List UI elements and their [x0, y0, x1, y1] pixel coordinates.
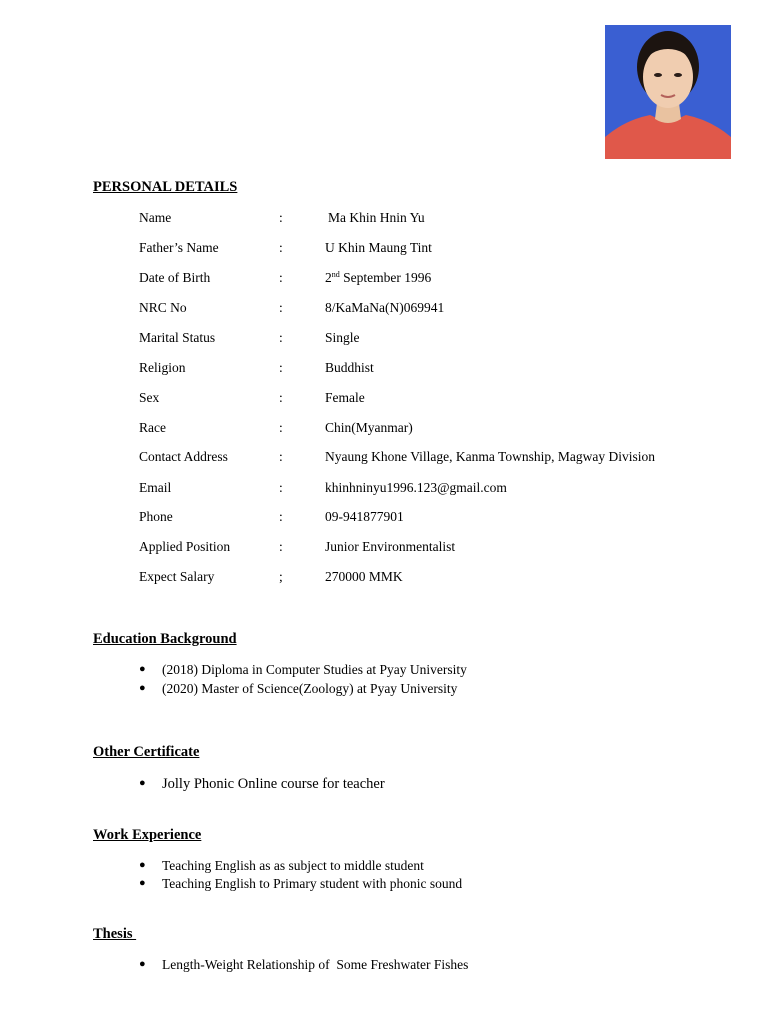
- detail-value: 270000 MMK: [325, 569, 403, 584]
- detail-separator: :: [279, 420, 283, 435]
- detail-row-fathers-name: [0, 240, 768, 260]
- detail-separator: :: [279, 240, 283, 255]
- detail-label: Email: [139, 480, 172, 495]
- detail-row-applied-position: [0, 539, 768, 559]
- detail-separator: :: [279, 390, 283, 405]
- detail-label: Marital Status: [139, 330, 216, 345]
- detail-value: Single: [325, 330, 360, 345]
- detail-label: Applied Position: [139, 539, 231, 554]
- detail-row-nrc-no: [0, 300, 768, 320]
- detail-separator: :: [279, 539, 283, 554]
- detail-separator: :: [279, 300, 283, 315]
- other-certificate-heading: Other Certificate: [93, 744, 200, 760]
- detail-value: Female: [325, 390, 365, 405]
- detail-row-date-of-birth: [0, 270, 768, 290]
- detail-value: [325, 270, 431, 286]
- detail-row-race: [0, 420, 768, 440]
- portrait-image: [605, 25, 731, 159]
- list-item-text: Teaching English as as subject to middle student: [162, 858, 424, 873]
- bullet-icon: ●: [139, 663, 146, 675]
- detail-value: U Khin Maung Tint: [325, 240, 432, 255]
- dob-day: 2: [325, 270, 332, 285]
- thesis-heading: Thesis: [93, 926, 137, 942]
- detail-label: Date of Birth: [139, 270, 211, 285]
- detail-value: Ma Khin Hnin Yu: [328, 210, 425, 225]
- work-experience-heading: Work Experience: [93, 827, 202, 843]
- profile-photo: [605, 25, 731, 159]
- detail-row-marital-status: [0, 330, 768, 350]
- dob-ordinal: nd: [331, 270, 340, 279]
- detail-label: Contact Address: [139, 449, 228, 464]
- detail-value: 8/KaMaNa(N)069941: [325, 300, 445, 315]
- detail-separator: :: [279, 480, 283, 495]
- bullet-icon: ●: [139, 877, 146, 889]
- bullet-icon: ●: [139, 859, 146, 871]
- dob-month-year: September 1996: [339, 270, 432, 285]
- detail-label: Father’s Name: [139, 240, 219, 255]
- detail-row-religion: [0, 360, 768, 380]
- detail-separator: :: [279, 270, 283, 285]
- detail-label: Expect Salary: [139, 569, 215, 584]
- list-item-text: Jolly Phonic Online course for teacher: [162, 776, 385, 792]
- detail-label: NRC No: [139, 300, 187, 315]
- detail-row-email: [0, 480, 768, 500]
- detail-separator: :: [279, 449, 283, 464]
- detail-value: Junior Environmentalist: [325, 539, 456, 554]
- bullet-icon: ●: [139, 958, 146, 970]
- phone-value: 09-941877901: [325, 509, 404, 524]
- education-heading: Education Background: [93, 631, 237, 647]
- detail-row-contact-address: [0, 449, 768, 469]
- detail-separator: :: [279, 360, 283, 375]
- bullet-icon: ●: [139, 777, 146, 789]
- list-item-text: (2018) Diploma in Computer Studies at Pyay University: [162, 662, 467, 677]
- detail-label: Religion: [139, 360, 186, 375]
- detail-separator: :: [279, 509, 283, 524]
- bullet-icon: ●: [139, 682, 146, 694]
- detail-separator: ;: [279, 569, 283, 584]
- email-value: khinhninyu1996.123@gmail.com: [325, 480, 507, 495]
- detail-row-sex: [0, 390, 768, 410]
- detail-value: Buddhist: [325, 360, 374, 375]
- detail-row-expect-salary: [0, 569, 768, 589]
- detail-value: Nyaung Khone Village, Kanma Township, Magway Division: [325, 449, 655, 464]
- detail-row-phone: [0, 509, 768, 529]
- list-item-text: Length-Weight Relationship of Some Freshwater Fishes: [162, 957, 469, 972]
- detail-separator: :: [279, 210, 283, 225]
- list-item-text: Teaching English to Primary student with phonic sound: [162, 876, 463, 891]
- list-item-text: (2020) Master of Science(Zoology) at Pyay University: [162, 681, 458, 696]
- detail-row-name: [0, 210, 768, 230]
- detail-label: Phone: [139, 509, 173, 524]
- detail-label: Race: [139, 420, 166, 435]
- detail-label: Sex: [139, 390, 160, 405]
- personal-details-heading: PERSONAL DETAILS: [93, 179, 238, 195]
- detail-separator: :: [279, 330, 283, 345]
- detail-label: Name: [139, 210, 172, 225]
- detail-value: Chin(Myanmar): [325, 420, 413, 435]
